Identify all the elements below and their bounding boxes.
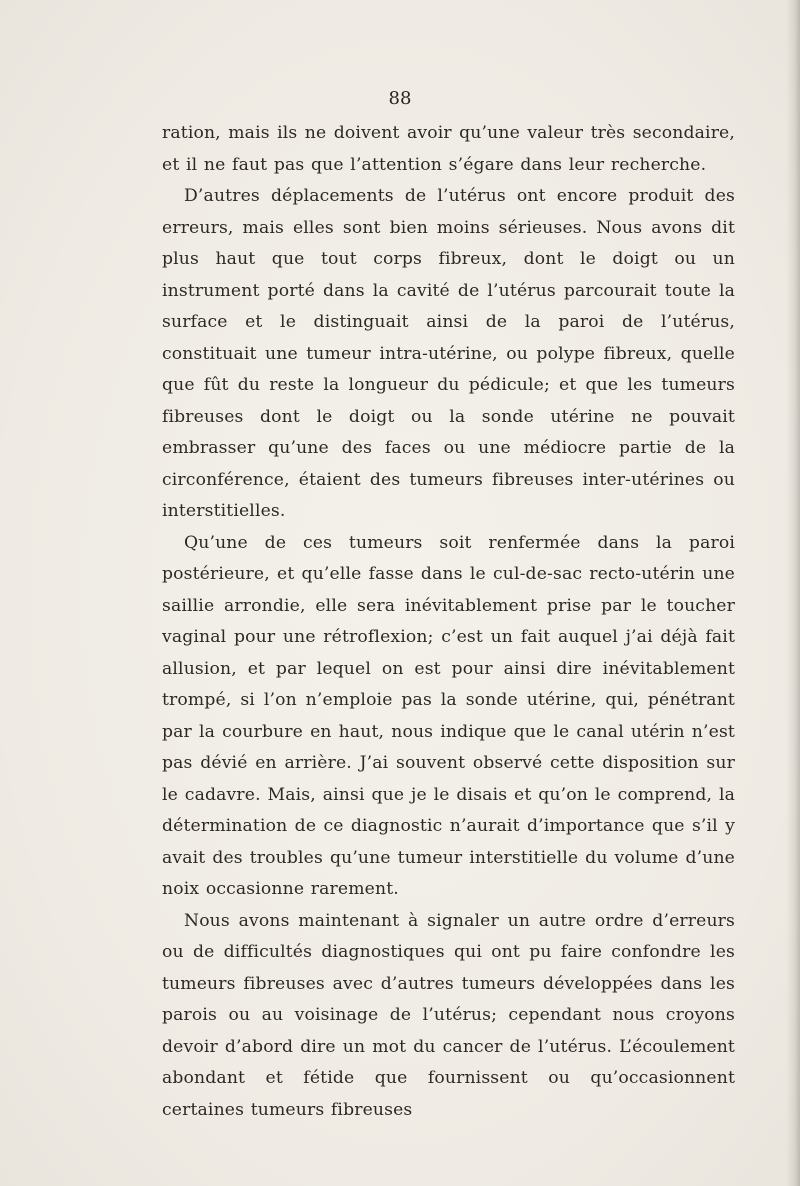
paragraph: D’autres déplacements de l’utérus ont encore produit des erreurs, mais elles sont bien moins sérieuses. Nous avons dit plus haut que tout corps fibreux, dont le doigt ou un instrument porté dans la cavité de l’utérus parcourait toute la surface et le distinguait ainsi de la paroi de l’utérus, constituait une tumeur intra-utérine, ou polype fibreux, quelle que fût du reste la longueur du pédicule; et que les tumeurs fibreuses dont le doigt ou la sonde utérine ne pouvait embrasser qu’une des faces ou une médiocre partie de la circonférence, étaient des tumeurs fibreuses inter-utérines ou interstitielles. [162,186,735,521]
paragraph: Nous avons maintenant à signaler un autre ordre d’erreurs ou de difficultés diagnostiques qui ont pu faire confondre les tumeurs fibreuses avec d’autres tumeurs développées dans les parois ou au voisinage de l’utérus; cependant nous croyons devoir d’abord dire un mot du cancer de l’utérus. L’écoulement abondant et fétide que fournissent ou qu’occasionnent certaines tumeurs fibreuses [162,910,735,1120]
page-edge-shadow [786,0,800,1186]
body-text [162,118,735,1126]
paragraph: Qu’une de ces tumeurs soit renfermée dans la paroi postérieure, et qu’elle fasse dans le cul-de-sac recto-utérin une saillie arrondie, elle sera inévitablement prise par le toucher vaginal pour une rétroflexion; c’est un fait auquel j’ai déjà fait allusion, et par lequel on est pour ainsi dire inévitablement trompé, si l’on n’emploie pas la sonde utérine, qui, pénétrant par la courbure en haut, nous indique que le canal utérin n’est pas dévié en arrière. J’ai souvent observé cette disposition sur le cadavre. Mais, ainsi que je le disais et qu’on le comprend, la détermination de ce diagnostic n’aurait d’importance que s’il y avait des troubles qu’une tumeur interstitielle du volume d’une noix occasionne rarement. [162,532,735,899]
paragraph-continuation: ration, mais ils ne doivent avoir qu’une valeur très secondaire, et il ne faut pas que l’attention s’égare dans leur recherche. [162,123,735,175]
page-number: 88 [388,88,412,109]
